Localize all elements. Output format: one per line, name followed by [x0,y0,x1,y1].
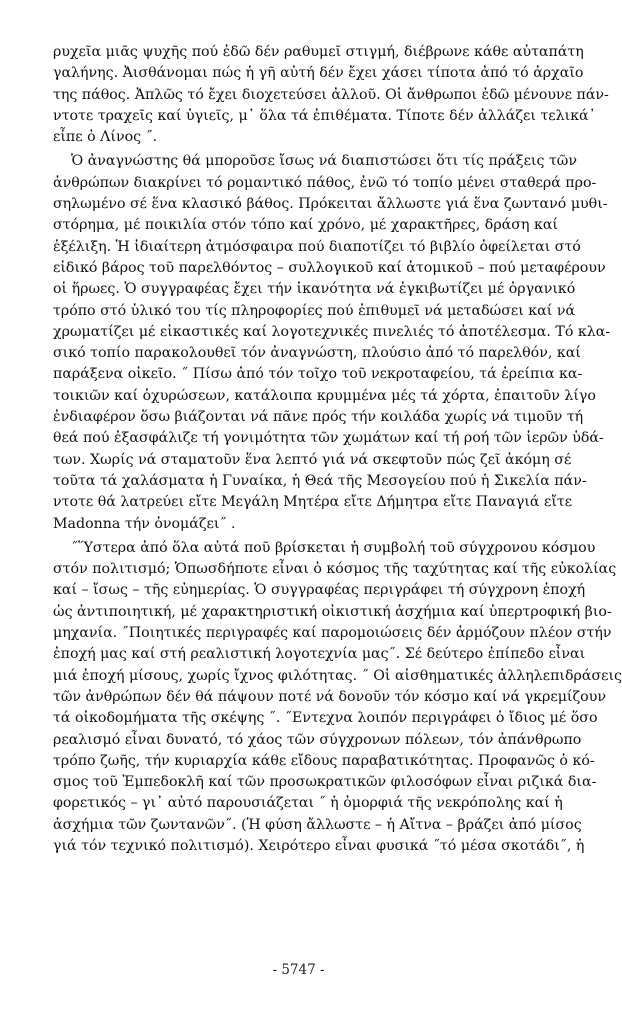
text-line: ρεαλισμό εἶναι δυνατό, τό χάος τῶν σύγχρονων πόλεων, τόν ἀπάνθρωπο [53,731,582,748]
text-line: καί – ἴσως – τῆς εὐημερίας. Ὁ συγγραφέας περιγράφει τή σύγχρονη ἐποχή [53,582,586,599]
text-line: τρόπο στό ὑλικό του τίς πληροφορίες πού ἐπιθυμεῖ νά μεταδώσει καί νά [53,302,576,319]
text-line: μηχανία. ˝Ποιητικές περιγραφές καί παρομοιώσεις δέν ἁρμόζουν πλέον στήν [53,625,612,642]
text-line: Madonna τήν ὀνομάζει˝ . [53,515,236,532]
text-line: ἐποχή μας καί στή ρεαλιστική λογοτεχνία μας˝. Σέ δεύτερο ἐπίπεδο εἶναι [53,646,586,663]
text-line: ἐξέλιξη. Ἡ ἰδιαίτερη ἀτμόσφαιρα πού διαποτίζει τό βιβλίο ὀφείλεται στό [53,238,581,255]
text-line: τῶν ἀνθρώπων δέν θά πάψουν ποτέ νά δονοῦν τόν κόσμο καί νά γκρεμίζουν [53,688,606,705]
text-line: Ὁ ἀναγνώστης θά μποροῦσε ἴσως νά διαπιστώσει ὅτι τίς πράξεις τῶν [71,153,577,170]
text-line: τοικιῶν καί ὀχυρώσεων, κατάλοιπα κρυμμένα μές τά χόρτα, ἐπαιτοῦν λίγο [53,387,596,404]
paragraph [53,42,609,148]
text-line: της πάθος. Ἀπλῶς τό ἔχει διοχετεύσει ἀλλοῦ. Οἱ ἄνθρωποι ἐδῶ μένουνε πάν- [53,86,609,103]
paragraph [53,538,622,857]
text-line: σηλωμένο σέ ἕνα κλασικό βάθος. Πρόκειται ἄλλωστε γιά ἕνα ζωντανό μυθι- [53,196,608,213]
text-line: των. Χωρίς νά σταματοῦν ἕνα λεπτό γιά νά σκεφτοῦν πώς ζεῖ ἀκόμη σέ [53,451,572,468]
text-line: ἐνδιαφέρον ὅσω βιάζονται νά πᾶνε πρός τήν κοιλάδα χωρίς νά τιμοῦν τή [53,409,584,426]
text-line: εἶπε ὁ Λίνος ˝. [53,129,158,146]
text-line: χρωματίζει μέ εἰκαστικές καί λογοτεχνικές πινελιές τό ἀποτέλεσμα. Τό κλα- [53,323,611,340]
text-line: ἀσχήμια τῶν ζωντανῶν˝. (Ἡ φύση ἄλλωστε – ἡ Αἴτνα – βράζει ἀπό μίσος [53,816,582,833]
text-line: σμος τοῦ Ἐμπεδοκλῆ καί τῶν προσωκρατικῶν φιλοσόφων εἶναι ριζικά δια- [53,774,597,791]
text-line: στόν πολιτισμό; Ὁπωσδήποτε εἶναι ὁ κόσμος τῆς ταχύτητας καί τῆς εὐκολίας [53,561,617,578]
text-line: ντοτε τραχεῖς καί ὑγιεῖς, μ᾿ ὅλα τά ἐπιθέματα. Τίποτε δέν ἀλλάζει τελικά᾿ [53,107,596,124]
text-line: γιά τόν τεχνικό πολιτισμό). Χειρότερο εἶναι φυσικά ˝τό μέσα σκοτάδι˝, ἡ [53,837,585,854]
text-line: ρυχεῖα μιᾶς ψυχῆς πού ἐδῶ δέν ραθυμεῖ στιγμή, διέβρωνε κάθε αὐταπάτη [53,44,584,60]
text-line: φορετικός – γι᾿ αὐτό παρουσιάζεται ˝ ἡ ὀμορφιά τῆς νεκρόπολης καί ἡ [53,795,563,812]
text-line: ὡς ἀντιποιητική, μέ χαρακτηριστική οἰκιστική ἀσχήμια καί ὑπερτροφική βιο- [53,603,612,620]
text-line: ντοτε θά λατρεύει εἴτε Μεγάλη Μητέρα εἴτε Δήμητρα εἴτε Παναγιά εἴτε [53,494,573,511]
document-page [53,42,622,857]
text-line: τοῦτα τά χαλάσματα ἡ Γυναίκα, ἡ Θεά τῆς Μεσογείου πού ἡ Σικελία πάν- [53,472,587,489]
text-line: τρόπο ζωῆς, τήν κυριαρχία κάθε εἴδους παραβατικότητας. Προφανῶς ὁ κό- [53,752,595,769]
text-line: ˝Ὕστερα ἀπό ὅλα αὐτά ποῦ βρίσκεται ἡ συμβολή τοῦ σύγχρονου κόσμου [71,539,596,556]
text-line: παράξενα οἰκεῖο. ˝ Πίσω ἀπό τόν τοῖχο τοῦ νεκροταφείου, τά ἐρείπια κα- [53,366,583,383]
text-line: οἱ ἥρωες. Ὁ συγγραφέας ἔχει τήν ἱκανότητα νά ἐγκιβωτίζει μέ ὀργανικό [53,281,576,298]
paragraph [53,151,611,534]
text-line: ἀνθρώπων διακρίνει τό ρομαντικό πάθος, ἐνῶ τό τοπίο μένει σταθερά προ- [53,174,597,191]
text-line: μιά ἐποχή μίσους, χωρίς ἴχνος φιλότητας. ˝ Οἱ αἰσθηματικές ἀλληλεπιδράσεις [53,667,622,684]
text-line: εἰδικό βάρος τοῦ παρελθόντος – συλλογικοῦ καί ἀτομικοῦ – πού μεταφέρουν [53,259,606,276]
text-line: τά οἰκοδομήματα τῆς σκέψης ˝. ˝Εντεχνα λοιπόν περιγράφει ὁ ἴδιος μέ ὅσο [53,710,598,727]
text-line: στόρημα, μέ ποικιλία στόν τόπο καί χρόνο, μέ χαρακτῆρες, δράση καί [53,217,558,234]
page-number: - 5747 - [272,962,325,978]
text-line: γαλήνης. Ἀισθάνομαι πώς ἡ γῆ αὐτή δέν ἔχει χάσει τίποτα ἀπό τό ἀρχαῖο [53,65,584,82]
text-line: θεά πού ἐξασφάλιζε τή γονιμότητα τῶν χωμάτων καί τή ροή τῶν ἱερῶν ὑδά- [53,430,604,447]
text-line: σικό τοπίο παρακολουθεῖ τόν ἀναγνώστη, πλούσιο ἀπό τό παρελθόν, καί [53,345,581,362]
